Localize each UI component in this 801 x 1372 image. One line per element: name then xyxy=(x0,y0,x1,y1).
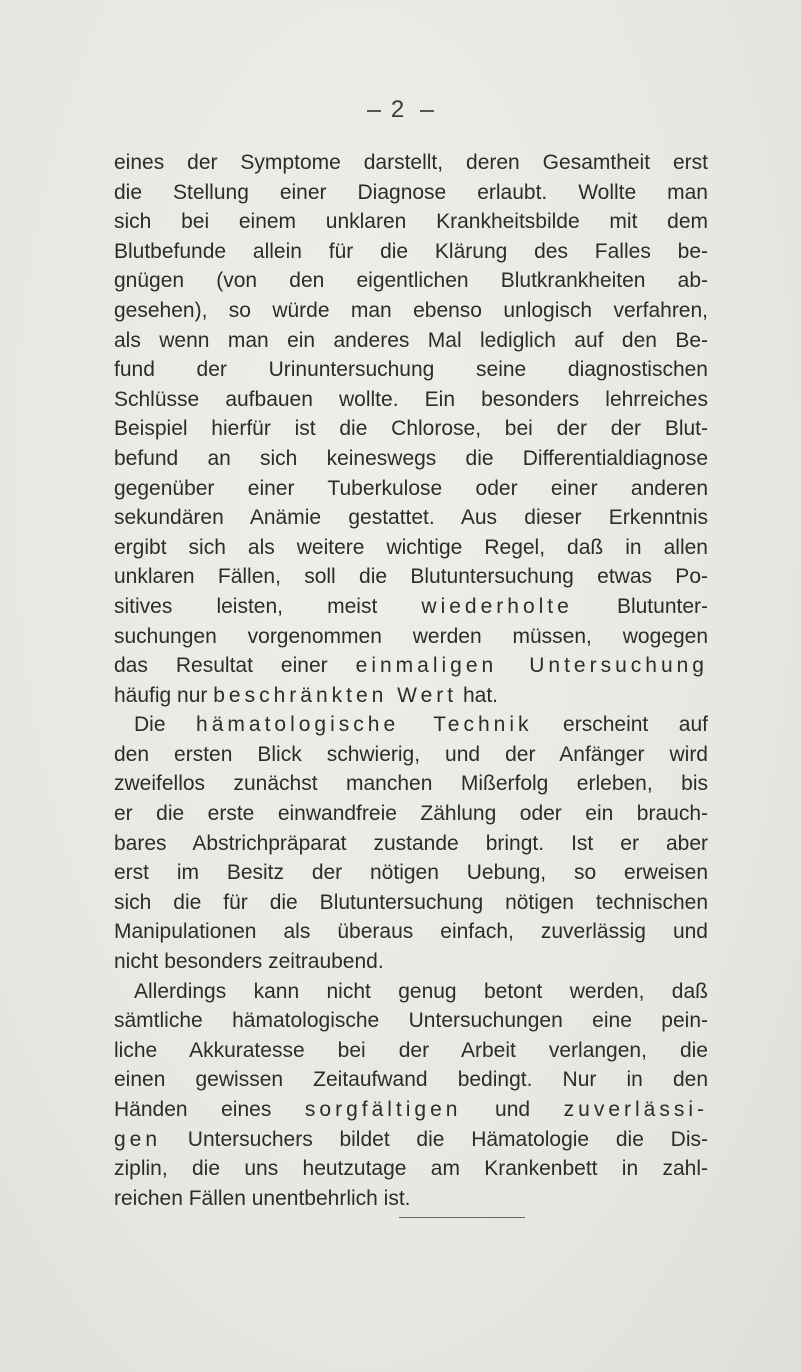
line-text: den ersten Blick schwierig, und der Anfänger wird xyxy=(114,742,708,766)
line-text: hat. xyxy=(457,683,498,707)
line-text: eines der Symptome darstellt, deren Gesamtheit erst xyxy=(114,151,708,174)
line-text: Die xyxy=(134,713,197,737)
text-line xyxy=(114,474,708,504)
text-line xyxy=(114,1006,708,1036)
text-line xyxy=(114,207,708,237)
line-text: erscheint auf xyxy=(532,713,708,737)
text-line xyxy=(114,385,708,415)
text-line xyxy=(114,829,708,859)
page-number-value: 2 xyxy=(390,96,411,123)
line-text: reichen Fällen unentbehrlich ist. xyxy=(114,1186,411,1210)
text-line xyxy=(114,1184,708,1214)
line-text: das Resultat einer xyxy=(114,654,356,678)
text-line xyxy=(114,681,708,711)
spaced-emphasis: hämatologische Technik xyxy=(196,713,533,737)
line-text: einen gewissen Zeitaufwand bedingt. Nur in den xyxy=(114,1068,708,1092)
spaced-emphasis: wiederholte xyxy=(421,594,573,618)
text-line xyxy=(114,1065,708,1095)
text-line xyxy=(114,799,708,829)
line-text: sich die für die Blutuntersuchung nötigen technischen xyxy=(114,890,708,914)
spaced-emphasis: gen xyxy=(114,1127,162,1151)
line-text: gesehen), so würde man ebenso unlogisch verfahren, xyxy=(114,298,708,322)
text-line xyxy=(114,296,708,326)
text-line xyxy=(114,710,708,740)
spaced-emphasis: sorgfältigen xyxy=(304,1098,462,1121)
line-text: bares Abstrichpräparat zustande bringt. Ist er aber xyxy=(114,831,708,855)
line-text: Untersuchers bildet die Hämatologie die Dis- xyxy=(161,1127,708,1151)
line-text: Blutbefunde allein für die Klärung des Falles be- xyxy=(114,239,708,263)
line-text: ziplin, die uns heutzutage am Krankenbett in zahl- xyxy=(114,1157,708,1181)
line-text: häufig nur xyxy=(114,683,214,707)
line-text: gnügen (von den eigentlichen Blutkrankheiten ab- xyxy=(114,269,708,293)
line-text: Blutunter- xyxy=(572,594,708,618)
line-text: erst im Besitz der nötigen Uebung, so erweisen xyxy=(114,861,708,885)
line-text: sitives leisten, meist xyxy=(114,594,422,618)
text-line xyxy=(114,888,708,918)
spaced-emphasis: zuverlässi- xyxy=(563,1098,708,1121)
line-text: ergibt sich als weitere wichtige Regel, daß in allen xyxy=(114,535,708,559)
page-number-right-dash xyxy=(420,110,434,112)
line-text: er die erste einwandfreie Zählung oder ein brauch- xyxy=(114,802,708,826)
line-text: als wenn man ein anderes Mal lediglich auf den Be- xyxy=(114,328,708,352)
line-text: fund der Urinuntersuchung seine diagnostischen xyxy=(114,358,708,382)
text-line xyxy=(114,148,708,178)
line-text: unklaren Fällen, soll die Blutuntersuchung etwas Po- xyxy=(114,565,708,589)
spaced-emphasis: einmaligen Untersuchung xyxy=(355,654,708,678)
line-text: sämtliche hämatologische Untersuchungen eine pein- xyxy=(114,1009,708,1033)
line-text: und xyxy=(461,1098,564,1121)
line-text: sich bei einem unklaren Krankheitsbilde mit dem xyxy=(114,210,708,234)
text-line xyxy=(114,622,708,652)
line-text: Schlüsse aufbauen wollte. Ein besonders lehrreiches xyxy=(114,387,708,411)
text-line xyxy=(114,947,708,977)
line-text: befund an sich keineswegs die Differentialdiagnose xyxy=(114,446,708,470)
text-line xyxy=(114,1125,708,1155)
page-number xyxy=(0,96,801,124)
closing-rule xyxy=(399,1217,525,1218)
text-line xyxy=(114,444,708,474)
line-text: Beispiel hierfür ist die Chlorose, bei der der Blut- xyxy=(114,417,708,441)
text-line xyxy=(114,355,708,385)
line-text: gegenüber einer Tuberkulose oder einer anderen xyxy=(114,476,708,500)
line-text: die Stellung einer Diagnose erlaubt. Wollte man xyxy=(114,180,708,204)
text-line xyxy=(114,503,708,533)
text-line xyxy=(114,562,708,592)
line-text: zweifellos zunächst manchen Mißerfolg erleben, bis xyxy=(114,772,708,796)
line-text: nicht besonders zeitraubend. xyxy=(114,950,384,974)
text-line xyxy=(114,858,708,888)
line-text: liche Akkuratesse bei der Arbeit verlangen, die xyxy=(114,1038,708,1062)
line-text: Allerdings kann nicht genug betont werden, daß xyxy=(134,979,708,1003)
line-text: Manipulationen als überaus einfach, zuverlässig und xyxy=(114,920,708,944)
text-line xyxy=(114,1095,708,1125)
page-number-left-dash xyxy=(367,110,381,112)
text-line xyxy=(114,1154,708,1184)
text-line xyxy=(114,977,708,1007)
text-line xyxy=(114,178,708,208)
line-text: suchungen vorgenommen werden müssen, wogegen xyxy=(114,624,708,648)
text-line xyxy=(114,326,708,356)
line-text: sekundären Anämie gestattet. Aus dieser Erkenntnis xyxy=(114,506,708,530)
text-line xyxy=(114,769,708,799)
text-line xyxy=(114,1036,708,1066)
text-line xyxy=(114,651,708,681)
text-line xyxy=(114,740,708,770)
text-line xyxy=(114,533,708,563)
text-line xyxy=(114,917,708,947)
line-text: Händen eines xyxy=(114,1098,305,1121)
text-line xyxy=(114,592,708,622)
text-line xyxy=(114,237,708,267)
body-text xyxy=(114,148,708,1213)
text-line xyxy=(114,266,708,296)
text-line xyxy=(114,414,708,444)
spaced-emphasis: beschränkten Wert xyxy=(213,683,458,707)
